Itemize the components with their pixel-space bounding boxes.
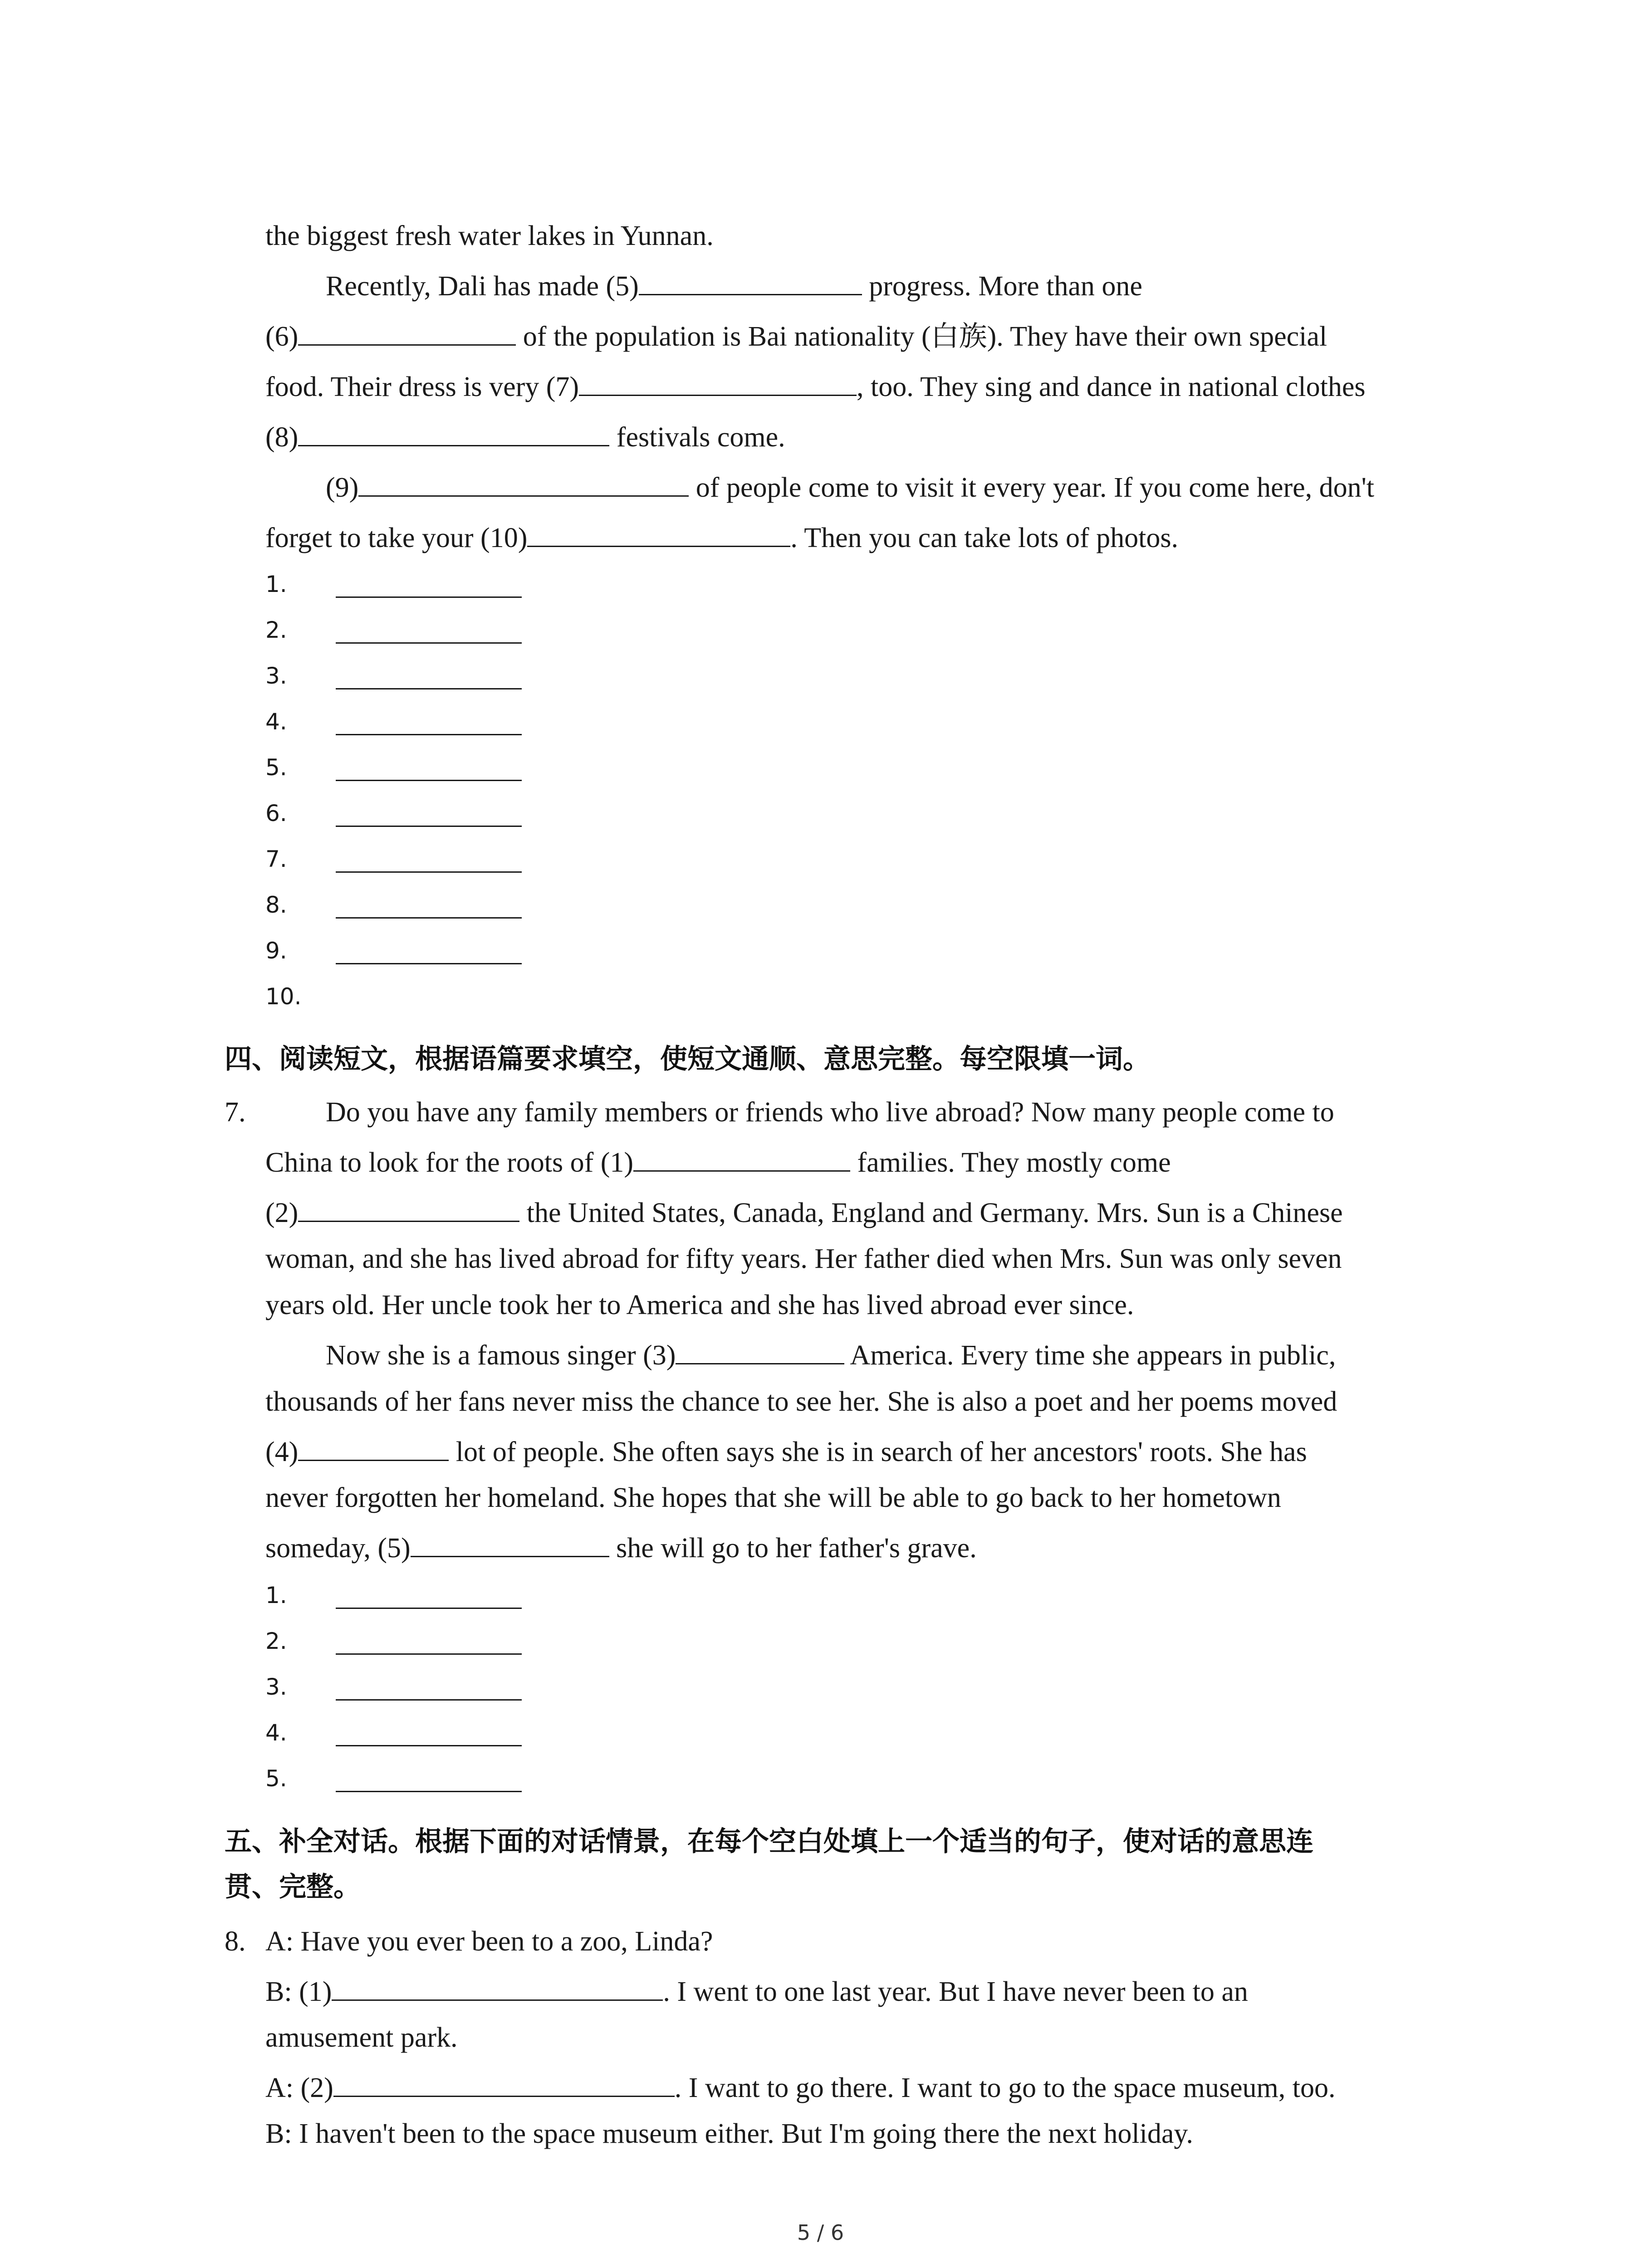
answer-line[interactable] (336, 1791, 522, 1792)
passage-line (265, 1532, 977, 1564)
answer-number: 3. (265, 663, 287, 689)
text: (9) (326, 472, 359, 503)
passage-line (265, 522, 1178, 554)
section-heading: 四、阅读短文，根据语篇要求填空，使短文通顺、意思完整。每空限填一词。 (225, 1043, 1150, 1075)
section-heading-cont: 贯、完整。 (225, 1871, 361, 1903)
passage-line (265, 371, 1366, 403)
passage-line (265, 421, 785, 453)
text: progress. More than one (862, 271, 1142, 302)
answer-number: 10. (265, 983, 302, 1010)
text: China to look for the roots of (1) (265, 1147, 634, 1178)
passage-line (265, 321, 1327, 352)
answer-number: 9. (265, 938, 287, 964)
answer-line[interactable] (336, 826, 522, 827)
passage-line (265, 1243, 1342, 1275)
text: (4) (265, 1437, 299, 1467)
dialogue-line (265, 2022, 458, 2053)
text: B: (1) (265, 1976, 332, 2007)
text: festivals come. (609, 422, 785, 453)
text: , too. They sing and dance in national clothes (857, 371, 1366, 402)
text: (2) (265, 1198, 299, 1228)
passage-line (326, 270, 1142, 302)
text: she will go to her father's grave. (609, 1533, 977, 1564)
blank-10[interactable] (527, 522, 790, 547)
text: amusement park. (265, 2022, 458, 2053)
blank-1[interactable] (332, 1976, 663, 2001)
blank-2[interactable] (298, 1197, 519, 1222)
passage-line (265, 220, 714, 252)
blank-1[interactable] (633, 1147, 850, 1172)
answer-number: 4. (265, 709, 287, 735)
passage-line (265, 1482, 1281, 1514)
passage-line (326, 472, 1374, 503)
answer-number: 2. (265, 617, 287, 643)
blank-8[interactable] (298, 421, 609, 446)
text: A: (2) (265, 2072, 333, 2103)
question-number: 8. (225, 1926, 246, 1957)
text: . Then you can take lots of photos. (790, 523, 1179, 553)
answer-line[interactable] (336, 871, 522, 873)
text: of people come to visit it every year. If you come here, don't (689, 472, 1375, 503)
text: Recently, Dali has made (5) (326, 271, 639, 302)
text: (6) (265, 321, 299, 352)
passage-line (265, 1386, 1337, 1418)
passage-line (326, 1096, 1334, 1128)
blank-5[interactable] (639, 270, 862, 295)
text: lot of people. She often says she is in search of her ancestors' roots. She has (449, 1437, 1307, 1467)
answer-line[interactable] (336, 1653, 522, 1655)
answer-number: 8. (265, 892, 287, 918)
text: woman, and she has lived abroad for fifty years. Her father died when Mrs. Sun was only seven (265, 1243, 1342, 1274)
blank-5[interactable] (411, 1532, 609, 1557)
text: A: Have you ever been to a zoo, Linda? (265, 1926, 713, 1957)
answer-number: 1. (265, 1582, 287, 1608)
answer-line[interactable] (336, 596, 522, 598)
answer-line[interactable] (336, 1699, 522, 1701)
dialogue-line (265, 1926, 713, 1957)
question-number: 7. (225, 1097, 246, 1128)
blank-2[interactable] (333, 2072, 675, 2097)
answer-line[interactable] (336, 963, 522, 964)
passage-line (265, 1436, 1307, 1468)
text: thousands of her fans never miss the chance to see her. She is also a poet and her poems moved (265, 1386, 1337, 1417)
text: the biggest fresh water lakes in Yunnan. (265, 220, 714, 251)
answer-number: 5. (265, 1765, 287, 1792)
blank-3[interactable] (676, 1339, 844, 1364)
answer-number: 2. (265, 1628, 287, 1654)
text: America. Every time she appears in public, (844, 1340, 1336, 1371)
text: families. They mostly come (850, 1147, 1171, 1178)
passage-line (265, 1197, 1343, 1229)
text: . I went to one last year. But I have never been to an (663, 1976, 1248, 2007)
text: Now she is a famous singer (3) (326, 1340, 676, 1371)
answer-line[interactable] (336, 1745, 522, 1746)
blank-7[interactable] (579, 371, 857, 396)
passage-line (326, 1339, 1336, 1371)
page-number: 5 / 6 (797, 2220, 844, 2245)
dialogue-line (265, 2072, 1335, 2104)
answer-line[interactable] (336, 734, 522, 735)
text: someday, (5) (265, 1533, 411, 1564)
answer-line[interactable] (336, 642, 522, 644)
blank-4[interactable] (298, 1436, 449, 1461)
text: the United States, Canada, England and Germany. Mrs. Sun is a Chinese (519, 1198, 1343, 1228)
text: of the population is Bai nationality (白族). They have their own special (516, 321, 1327, 352)
answer-number: 7. (265, 846, 287, 872)
text: (8) (265, 422, 299, 453)
text: forget to take your (10) (265, 523, 528, 553)
answer-number: 3. (265, 1674, 287, 1700)
answer-number: 4. (265, 1720, 287, 1746)
blank-9[interactable] (358, 472, 689, 497)
dialogue-line (265, 1976, 1248, 2008)
answer-number: 5. (265, 754, 287, 781)
text: . I want to go there. I want to go to the space museum, too. (674, 2072, 1336, 2103)
answer-line[interactable] (336, 688, 522, 689)
text: food. Their dress is very (7) (265, 371, 579, 402)
answer-number: 6. (265, 800, 287, 826)
section-heading: 五、补全对话。根据下面的对话情景，在每个空白处填上一个适当的句子，使对话的意思连 (225, 1826, 1313, 1857)
text: never forgotten her homeland. She hopes that she will be able to go back to her hometown (265, 1482, 1281, 1513)
dialogue-line (265, 2118, 1193, 2150)
text: Do you have any family members or friends who live abroad? Now many people come to (326, 1097, 1334, 1128)
answer-line[interactable] (336, 917, 522, 919)
answer-number: 1. (265, 571, 287, 597)
answer-line[interactable] (336, 780, 522, 781)
passage-line (265, 1289, 1134, 1321)
answer-line[interactable] (336, 1608, 522, 1609)
text: B: I haven't been to the space museum either. But I'm going there the next holiday. (265, 2118, 1193, 2149)
passage-line (265, 1147, 1171, 1178)
text: years old. Her uncle took her to America and she has lived abroad ever since. (265, 1290, 1134, 1320)
blank-6[interactable] (298, 321, 516, 346)
